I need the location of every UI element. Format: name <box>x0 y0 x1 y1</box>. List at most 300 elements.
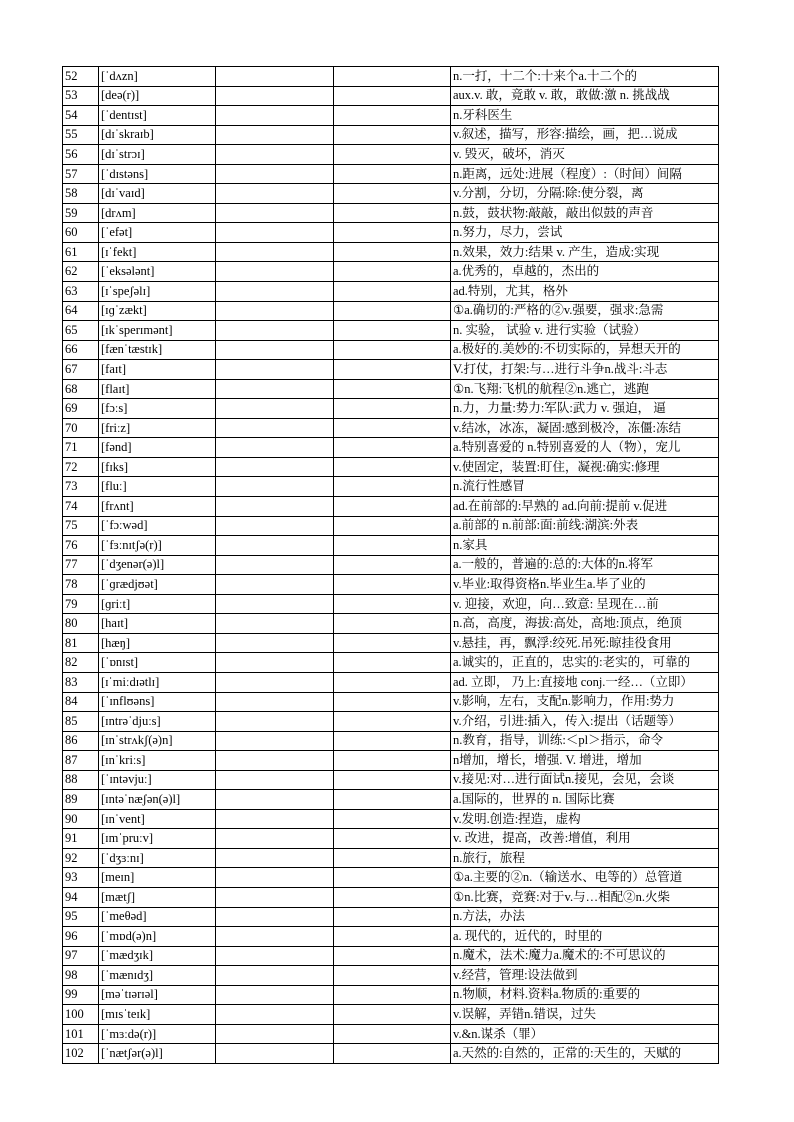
word-cell <box>216 946 334 966</box>
blank-cell <box>334 262 451 282</box>
definition-cell: a. 现代的，近代的，时里的 <box>451 927 719 947</box>
blank-cell <box>334 457 451 477</box>
pronunciation-cell: [dɪˈvaɪd] <box>99 184 216 204</box>
definition-cell: v.经营，管理:设法做到 <box>451 966 719 986</box>
row-number: 93 <box>63 868 99 888</box>
word-cell <box>216 516 334 536</box>
definition-cell: a.特别喜爱的 n.特别喜爱的人（物），宠儿 <box>451 438 719 458</box>
pronunciation-cell: [məˈtɪərɪəl] <box>99 985 216 1005</box>
pronunciation-cell: [ˈdʌzn] <box>99 67 216 87</box>
table-row <box>63 184 719 204</box>
word-cell <box>216 633 334 653</box>
word-cell <box>216 106 334 126</box>
definition-cell: ①a.主要的②n.（输送水、电等的）总管道 <box>451 868 719 888</box>
word-cell <box>216 1024 334 1044</box>
blank-cell <box>334 536 451 556</box>
pronunciation-cell: [ɪmˈpruːv] <box>99 829 216 849</box>
pronunciation-cell: [ˈɡrædjʊət] <box>99 575 216 595</box>
blank-cell <box>334 379 451 399</box>
blank-cell <box>334 223 451 243</box>
table-row <box>63 692 719 712</box>
word-cell <box>216 223 334 243</box>
blank-cell <box>334 809 451 829</box>
definition-cell: v.影响，左右，支配n.影响力，作用:势力 <box>451 692 719 712</box>
definition-cell: v.悬挂，再，飘浮:绞死.吊死:晾挂役食用 <box>451 633 719 653</box>
definition-cell: n.流行性感冒 <box>451 477 719 497</box>
blank-cell <box>334 751 451 771</box>
row-number: 74 <box>63 497 99 517</box>
pronunciation-cell: [ˈmeθəd] <box>99 907 216 927</box>
word-cell <box>216 614 334 634</box>
blank-cell <box>334 418 451 438</box>
table-row <box>63 477 719 497</box>
table-row <box>63 418 719 438</box>
pronunciation-cell: [ˈfɔːwəd] <box>99 516 216 536</box>
blank-cell <box>334 770 451 790</box>
row-number: 67 <box>63 360 99 380</box>
definition-cell: n.鼓，鼓状物:敲敲，敲出似鼓的声音 <box>451 203 719 223</box>
table-row <box>63 164 719 184</box>
pronunciation-cell: [ɪkˈsperɪmənt] <box>99 321 216 341</box>
row-number: 87 <box>63 751 99 771</box>
table-row <box>63 829 719 849</box>
row-number: 66 <box>63 340 99 360</box>
definition-cell: v.叙述，描写，形容:描绘，画，把…说成 <box>451 125 719 145</box>
definition-cell: v.误解，弄错n.错误，过失 <box>451 1005 719 1025</box>
pronunciation-cell: [fɪks] <box>99 457 216 477</box>
table-row <box>63 379 719 399</box>
table-row <box>63 633 719 653</box>
table-row <box>63 790 719 810</box>
word-cell <box>216 731 334 751</box>
blank-cell <box>334 86 451 106</box>
blank-cell <box>334 1005 451 1025</box>
word-cell <box>216 164 334 184</box>
row-number: 102 <box>63 1044 99 1064</box>
blank-cell <box>334 672 451 692</box>
definition-cell: v.介绍，引进:插入，传入:提出（话题等） <box>451 712 719 732</box>
definition-cell: a.极好的.美妙的:不切实际的，异想天开的 <box>451 340 719 360</box>
definition-cell: v.接见:对…进行面试n.接见，会见，会谈 <box>451 770 719 790</box>
definition-cell: n.效果，效力:结果 v. 产生，造成:实现 <box>451 242 719 262</box>
pronunciation-cell: [ɪˈmiːdɪətlɪ] <box>99 672 216 692</box>
blank-cell <box>334 633 451 653</box>
word-cell <box>216 125 334 145</box>
table-row <box>63 1044 719 1064</box>
blank-cell <box>334 575 451 595</box>
table-row <box>63 282 719 302</box>
word-cell <box>216 868 334 888</box>
row-number: 97 <box>63 946 99 966</box>
word-cell <box>216 477 334 497</box>
blank-cell <box>334 399 451 419</box>
pronunciation-cell: [dɪˈskraɪb] <box>99 125 216 145</box>
table-row <box>63 985 719 1005</box>
row-number: 55 <box>63 125 99 145</box>
word-cell <box>216 692 334 712</box>
table-row <box>63 360 719 380</box>
pronunciation-cell: [deə(r)] <box>99 86 216 106</box>
table-row <box>63 125 719 145</box>
definition-cell: V.打仗，打架:与…进行斗争n.战斗:斗志 <box>451 360 719 380</box>
definition-cell: v. 毁灭，破坏，消灭 <box>451 145 719 165</box>
blank-cell <box>334 340 451 360</box>
pronunciation-cell: [ˈdʒɜːnɪ] <box>99 848 216 868</box>
table-row <box>63 203 719 223</box>
pronunciation-cell: [ˈɒnɪst] <box>99 653 216 673</box>
blank-cell <box>334 360 451 380</box>
word-cell <box>216 438 334 458</box>
table-row <box>63 751 719 771</box>
row-number: 53 <box>63 86 99 106</box>
definition-cell: n. 实验， 试验 v. 进行实验（试验） <box>451 321 719 341</box>
definition-cell: n.一打，十二个:十来个a.十二个的 <box>451 67 719 87</box>
definition-cell: aux.v. 敢，竟敢 v. 敢，敢做:激 n. 挑战战 <box>451 86 719 106</box>
table-row <box>63 809 719 829</box>
row-number: 73 <box>63 477 99 497</box>
blank-cell <box>334 848 451 868</box>
definition-cell: n.高，高度，海拔:高处，高地:顶点，绝顶 <box>451 614 719 634</box>
definition-cell: a.一般的，普遍的:总的:大体的n.将军 <box>451 555 719 575</box>
table-row <box>63 1024 719 1044</box>
row-number: 64 <box>63 301 99 321</box>
pronunciation-cell: [frʌnt] <box>99 497 216 517</box>
definition-cell: v. 改进，提高，改善:增值，利用 <box>451 829 719 849</box>
table-row <box>63 868 719 888</box>
pronunciation-cell: [ˈfɜːnɪtʃə(r)] <box>99 536 216 556</box>
row-number: 96 <box>63 927 99 947</box>
blank-cell <box>334 927 451 947</box>
definition-cell: ①n.比赛，竞赛:对于v.与…相配②n.火柴 <box>451 887 719 907</box>
blank-cell <box>334 907 451 927</box>
table-row <box>63 653 719 673</box>
blank-cell <box>334 1024 451 1044</box>
table-row <box>63 770 719 790</box>
table-row <box>63 497 719 517</box>
blank-cell <box>334 184 451 204</box>
row-number: 78 <box>63 575 99 595</box>
blank-cell <box>334 594 451 614</box>
word-cell <box>216 418 334 438</box>
row-number: 94 <box>63 887 99 907</box>
word-cell <box>216 301 334 321</box>
row-number: 54 <box>63 106 99 126</box>
word-cell <box>216 86 334 106</box>
pronunciation-cell: [dɪˈstrɔɪ] <box>99 145 216 165</box>
table-row <box>63 594 719 614</box>
word-cell <box>216 399 334 419</box>
word-cell <box>216 966 334 986</box>
row-number: 76 <box>63 536 99 556</box>
blank-cell <box>334 321 451 341</box>
blank-cell <box>334 106 451 126</box>
blank-cell <box>334 653 451 673</box>
definition-cell: ad. 立即， 乃上:直接地 conj.一经…（立即） <box>451 672 719 692</box>
word-cell <box>216 790 334 810</box>
word-cell <box>216 203 334 223</box>
word-cell <box>216 1044 334 1064</box>
blank-cell <box>334 887 451 907</box>
definition-cell: n增加，增长，增强. V. 增进，增加 <box>451 751 719 771</box>
pronunciation-cell: [ˈefət] <box>99 223 216 243</box>
row-number: 69 <box>63 399 99 419</box>
blank-cell <box>334 731 451 751</box>
word-cell <box>216 985 334 1005</box>
definition-cell: a.天然的:自然的，正常的:天生的，天赋的 <box>451 1044 719 1064</box>
row-number: 65 <box>63 321 99 341</box>
definition-cell: v.发明.创造:捏造，虚构 <box>451 809 719 829</box>
row-number: 75 <box>63 516 99 536</box>
pronunciation-cell: [ˈdɪstəns] <box>99 164 216 184</box>
table-row <box>63 242 719 262</box>
word-cell <box>216 653 334 673</box>
row-number: 80 <box>63 614 99 634</box>
definition-cell: ①n.飞翔:飞机的航程②n.逃亡，逃跑 <box>451 379 719 399</box>
pronunciation-cell: [fənd] <box>99 438 216 458</box>
word-cell <box>216 262 334 282</box>
word-cell <box>216 712 334 732</box>
blank-cell <box>334 946 451 966</box>
table-row <box>63 555 719 575</box>
row-number: 56 <box>63 145 99 165</box>
definition-cell: n.方法，办法 <box>451 907 719 927</box>
table-row <box>63 946 719 966</box>
row-number: 89 <box>63 790 99 810</box>
pronunciation-cell: [ˈmænɪdʒ] <box>99 966 216 986</box>
pronunciation-cell: [ˈmædʒɪk] <box>99 946 216 966</box>
row-number: 52 <box>63 67 99 87</box>
pronunciation-cell: [ˈmɒd(ə)n] <box>99 927 216 947</box>
word-cell <box>216 340 334 360</box>
definition-cell: v.使固定，装置:盯住，凝视:确实:修理 <box>451 457 719 477</box>
definition-cell: n.牙科医生 <box>451 106 719 126</box>
table-row <box>63 848 719 868</box>
pronunciation-cell: [ˈeksələnt] <box>99 262 216 282</box>
definition-cell: n.魔术，法术:魔力a.魔术的:不可思议的 <box>451 946 719 966</box>
row-number: 72 <box>63 457 99 477</box>
row-number: 63 <box>63 282 99 302</box>
word-cell <box>216 184 334 204</box>
table-row <box>63 86 719 106</box>
table-row <box>63 301 719 321</box>
row-number: 85 <box>63 712 99 732</box>
row-number: 58 <box>63 184 99 204</box>
table-row <box>63 966 719 986</box>
word-cell <box>216 907 334 927</box>
pronunciation-cell: [mætʃ] <box>99 887 216 907</box>
row-number: 91 <box>63 829 99 849</box>
definition-cell: n.努力，尽力，尝试 <box>451 223 719 243</box>
row-number: 70 <box>63 418 99 438</box>
word-cell <box>216 360 334 380</box>
word-cell <box>216 379 334 399</box>
pronunciation-cell: [ɪnˈvent] <box>99 809 216 829</box>
pronunciation-cell: [friːz] <box>99 418 216 438</box>
definition-cell: a.国际的，世界的 n. 国际比赛 <box>451 790 719 810</box>
table-row <box>63 262 719 282</box>
definition-cell: v.结冰，冰冻，凝固:感到极冷，冻僵:冻结 <box>451 418 719 438</box>
pronunciation-cell: [ˈɪntəvjuː] <box>99 770 216 790</box>
table-row <box>63 399 719 419</box>
table-row <box>63 340 719 360</box>
row-number: 79 <box>63 594 99 614</box>
pronunciation-cell: [fænˈtæstɪk] <box>99 340 216 360</box>
row-number: 98 <box>63 966 99 986</box>
word-cell <box>216 1005 334 1025</box>
table-row <box>63 106 719 126</box>
row-number: 59 <box>63 203 99 223</box>
definition-cell: v.毕业:取得资格n.毕业生a.毕了业的 <box>451 575 719 595</box>
definition-cell: v.&n.谋杀（罪） <box>451 1024 719 1044</box>
table-row <box>63 321 719 341</box>
blank-cell <box>334 868 451 888</box>
word-cell <box>216 770 334 790</box>
pronunciation-cell: [mɪsˈteɪk] <box>99 1005 216 1025</box>
definition-cell: a.优秀的，卓越的，杰出的 <box>451 262 719 282</box>
definition-cell: n.旅行，旅程 <box>451 848 719 868</box>
table-row <box>63 516 719 536</box>
vocabulary-table-body <box>63 67 719 1064</box>
word-cell <box>216 145 334 165</box>
definition-cell: n.家具 <box>451 536 719 556</box>
blank-cell <box>334 985 451 1005</box>
table-row <box>63 907 719 927</box>
blank-cell <box>334 203 451 223</box>
definition-cell: ad.特别，尤其，格外 <box>451 282 719 302</box>
definition-cell: ad.在前部的:早熟的 ad.向前:提前 v.促进 <box>451 497 719 517</box>
word-cell <box>216 497 334 517</box>
blank-cell <box>334 67 451 87</box>
row-number: 86 <box>63 731 99 751</box>
table-row <box>63 223 719 243</box>
blank-cell <box>334 829 451 849</box>
row-number: 68 <box>63 379 99 399</box>
word-cell <box>216 887 334 907</box>
pronunciation-cell: [ɪntəˈnæʃən(ə)l] <box>99 790 216 810</box>
word-cell <box>216 594 334 614</box>
table-row <box>63 1005 719 1025</box>
table-row <box>63 438 719 458</box>
row-number: 90 <box>63 809 99 829</box>
pronunciation-cell: [fɔːs] <box>99 399 216 419</box>
word-cell <box>216 848 334 868</box>
word-cell <box>216 555 334 575</box>
blank-cell <box>334 497 451 517</box>
blank-cell <box>334 516 451 536</box>
blank-cell <box>334 555 451 575</box>
vocabulary-table <box>62 66 719 1064</box>
blank-cell <box>334 614 451 634</box>
word-cell <box>216 242 334 262</box>
row-number: 99 <box>63 985 99 1005</box>
table-row <box>63 575 719 595</box>
pronunciation-cell: [haɪt] <box>99 614 216 634</box>
pronunciation-cell: [drʌm] <box>99 203 216 223</box>
pronunciation-cell: [ɪˈfekt] <box>99 242 216 262</box>
table-row <box>63 67 719 87</box>
definition-cell: v. 迎接，欢迎，向…致意: 呈现在…前 <box>451 594 719 614</box>
blank-cell <box>334 692 451 712</box>
pronunciation-cell: [ɪnˈstrʌkʃ(ə)n] <box>99 731 216 751</box>
row-number: 60 <box>63 223 99 243</box>
word-cell <box>216 67 334 87</box>
pronunciation-cell: [faɪt] <box>99 360 216 380</box>
definition-cell: a.诚实的，正直的，忠实的:老实的，可靠的 <box>451 653 719 673</box>
pronunciation-cell: [ˈdʒenər(ə)l] <box>99 555 216 575</box>
definition-cell: v.分割，分切，分隔:除:使分裂，离 <box>451 184 719 204</box>
definition-cell: n.教育，指导，训练:＜pl＞指示，命令 <box>451 731 719 751</box>
pronunciation-cell: [ɪnˈkriːs] <box>99 751 216 771</box>
blank-cell <box>334 1044 451 1064</box>
blank-cell <box>334 966 451 986</box>
blank-cell <box>334 438 451 458</box>
word-cell <box>216 809 334 829</box>
word-cell <box>216 282 334 302</box>
definition-cell: n.距离，远处:进展（程度）:（时间）间隔 <box>451 164 719 184</box>
pronunciation-cell: [ɪˈspeʃəlɪ] <box>99 282 216 302</box>
blank-cell <box>334 145 451 165</box>
pronunciation-cell: [ˈɪnflʊəns] <box>99 692 216 712</box>
blank-cell <box>334 301 451 321</box>
row-number: 82 <box>63 653 99 673</box>
table-row <box>63 731 719 751</box>
row-number: 83 <box>63 672 99 692</box>
pronunciation-cell: [ˈnætʃər(ə)l] <box>99 1044 216 1064</box>
row-number: 95 <box>63 907 99 927</box>
row-number: 101 <box>63 1024 99 1044</box>
row-number: 84 <box>63 692 99 712</box>
row-number: 88 <box>63 770 99 790</box>
row-number: 77 <box>63 555 99 575</box>
blank-cell <box>334 712 451 732</box>
table-row <box>63 887 719 907</box>
row-number: 61 <box>63 242 99 262</box>
pronunciation-cell: [flaɪt] <box>99 379 216 399</box>
word-cell <box>216 829 334 849</box>
word-cell <box>216 751 334 771</box>
table-row <box>63 614 719 634</box>
word-cell <box>216 457 334 477</box>
table-row <box>63 457 719 477</box>
blank-cell <box>334 125 451 145</box>
word-cell <box>216 321 334 341</box>
word-cell <box>216 927 334 947</box>
table-row <box>63 712 719 732</box>
pronunciation-cell: [ɪɡˈzækt] <box>99 301 216 321</box>
pronunciation-cell: [fluː] <box>99 477 216 497</box>
blank-cell <box>334 242 451 262</box>
row-number: 100 <box>63 1005 99 1025</box>
pronunciation-cell: [hæŋ] <box>99 633 216 653</box>
pronunciation-cell: [ˈmɜːdə(r)] <box>99 1024 216 1044</box>
row-number: 71 <box>63 438 99 458</box>
definition-cell: a.前部的 n.前部:面:前线:湖滨:外表 <box>451 516 719 536</box>
pronunciation-cell: [ɪntrəˈdjuːs] <box>99 712 216 732</box>
row-number: 92 <box>63 848 99 868</box>
blank-cell <box>334 477 451 497</box>
table-row <box>63 145 719 165</box>
blank-cell <box>334 164 451 184</box>
table-row <box>63 927 719 947</box>
table-row <box>63 672 719 692</box>
word-cell <box>216 536 334 556</box>
row-number: 62 <box>63 262 99 282</box>
blank-cell <box>334 790 451 810</box>
pronunciation-cell: [ɡriːt] <box>99 594 216 614</box>
definition-cell: ①a.确切的:严格的②v.强要，强求:急需 <box>451 301 719 321</box>
row-number: 81 <box>63 633 99 653</box>
pronunciation-cell: [ˈdentɪst] <box>99 106 216 126</box>
